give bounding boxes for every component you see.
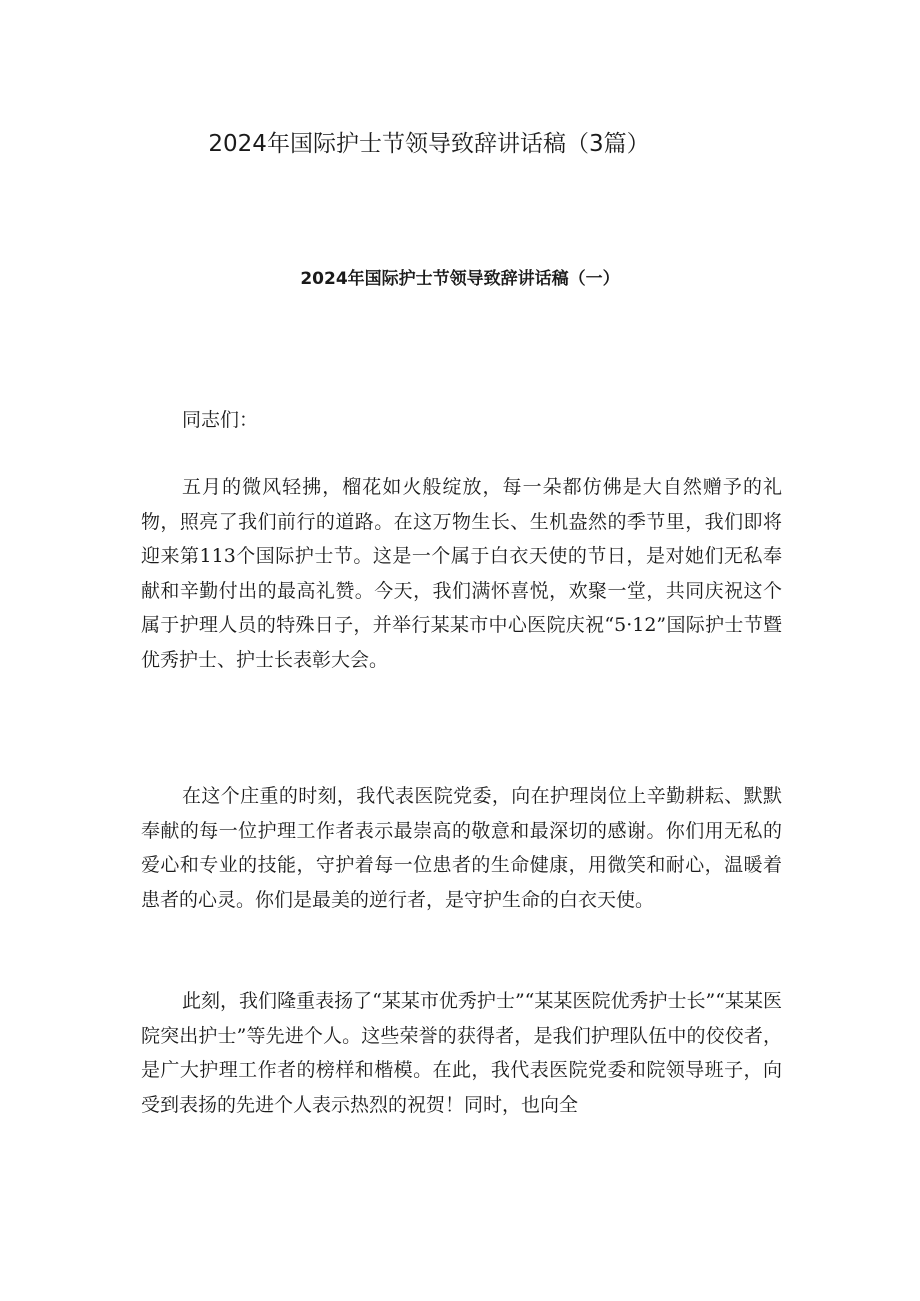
paragraph-1: 五月的微风轻拂，榴花如火般绽放，每一朵都仿佛是大自然赠予的礼物，照亮了我们前行的道路。在这万物生长、生机盎然的季节里，我们即将迎来第113个国际护士节。这是一个属于白衣天使的节日，是对她们无私奉献和辛勤付出的最高礼赞。今天，我们满怀喜悦，欢聚一堂，共同庆祝这个属于护理人员的特殊日子，并举行某某市中心医院庆祝“5·12”国际护士节暨优秀护士、护士长表彰大会。 <box>141 476 782 671</box>
paragraph-2: 在这个庄重的时刻，我代表医院党委，向在护理岗位上辛勤耕耘、默默奉献的每一位护理工作者表示最崇高的敬意和最深切的感谢。你们用无私的爱心和专业的技能，守护着每一位患者的生命健康，用微笑和耐心，温暖着患者的心灵。你们是最美的逆行者，是守护生命的白衣天使。 <box>141 785 782 911</box>
paragraph-3: 此刻，我们隆重表扬了“某某市优秀护士”“某某医院优秀护士长”“某某医院突出护士”等先进个人。这些荣誉的获得者，是我们护理队伍中的佼佼者，是广大护理工作者的榜样和楷模。在此，我代表医院党委和院领导班子，向受到表扬的先进个人表示热烈的祝贺！同时，也向全 <box>141 990 782 1116</box>
section-title: 2024年国际护士节领导致辞讲话稿（一） <box>300 269 620 289</box>
document-title: 2024年国际护士节领导致辞讲话稿（3篇） <box>208 131 650 157</box>
salutation: 同志们： <box>182 409 259 431</box>
